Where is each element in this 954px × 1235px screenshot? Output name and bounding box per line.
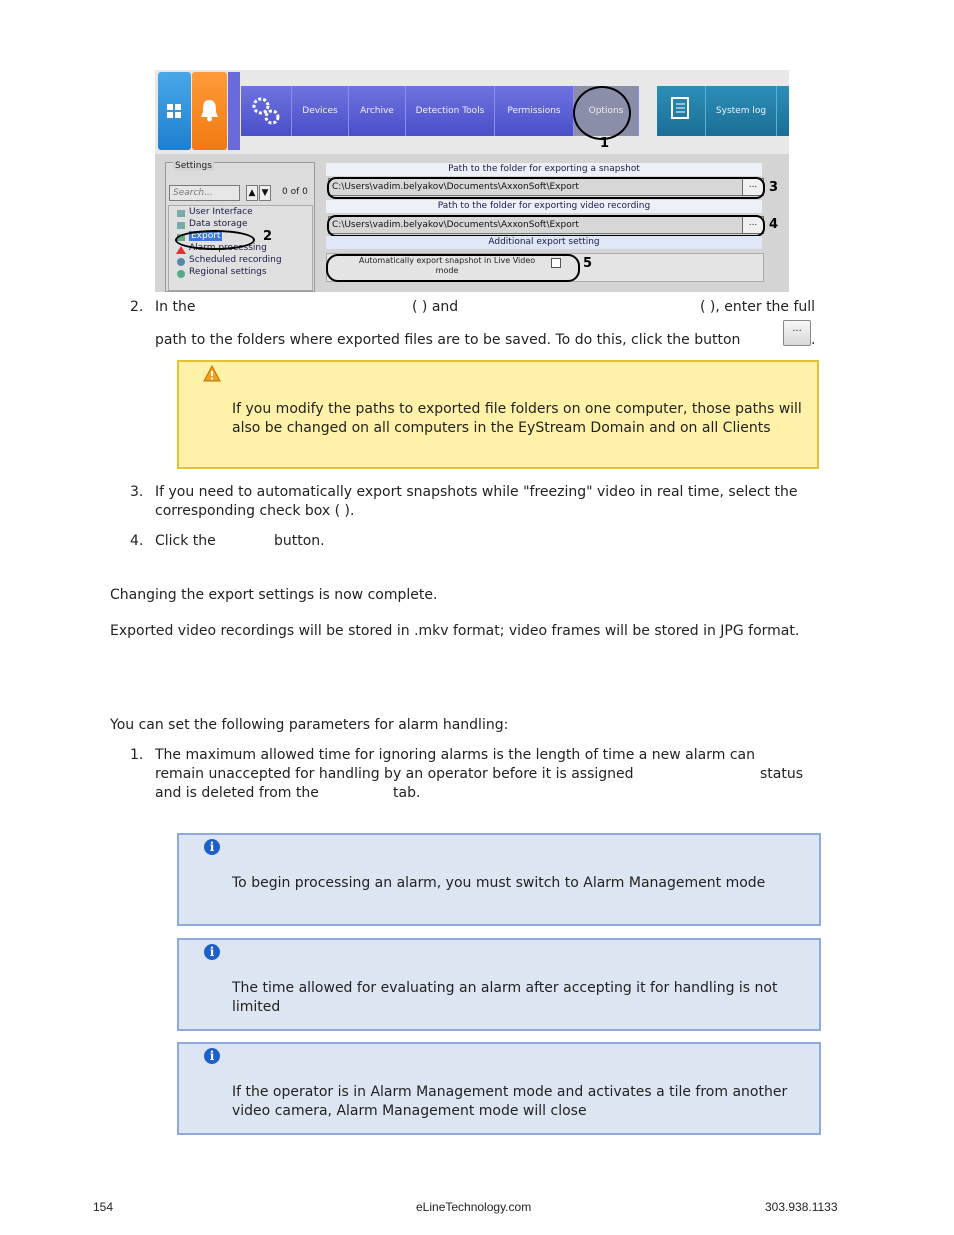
video-browse-button[interactable]: ...	[742, 216, 764, 234]
footer-page-number: 154	[93, 1200, 114, 1214]
snapshot-header: Path to the folder for exporting a snapshot	[326, 163, 762, 176]
info-text-2: The time allowed for evaluating an alarm after accepting it for handling is not limited	[232, 980, 778, 1015]
info-icon: i	[204, 944, 220, 960]
nav-archive[interactable]: Archive	[349, 86, 406, 136]
nav-detection-tools[interactable]: Detection Tools	[406, 86, 495, 136]
step2-text-e: .	[811, 332, 816, 348]
callout-5: 5	[583, 256, 593, 271]
log-icon[interactable]	[657, 86, 706, 136]
snapshot-path-input[interactable]: C:\Users\vadim.belyakov\Documents\AxxonSoft\Export	[328, 178, 743, 196]
info-icon: i	[204, 839, 220, 855]
top-panel	[155, 70, 789, 154]
warning-box	[177, 360, 819, 469]
alarm1-number: 1.	[130, 747, 144, 763]
footer-site: eLineTechnology.com	[416, 1200, 532, 1214]
step2-text-b: ( ) and	[412, 299, 459, 315]
nav-permissions[interactable]: Permissions	[495, 86, 574, 136]
step4-text-b: button.	[274, 533, 325, 549]
secondary-nav	[657, 86, 789, 136]
warning-icon	[203, 365, 221, 382]
nav-devices[interactable]: Devices	[292, 86, 349, 136]
step2-text-c: ( ), enter the full	[700, 299, 816, 315]
info-text-3: If the operator is in Alarm Management mode and activates a tile from another video camera, Alarm Management mode will close	[232, 1084, 788, 1119]
step2-number: 2.	[130, 299, 144, 315]
tree-export[interactable]: Export	[191, 231, 221, 241]
settings-screenshot	[155, 70, 789, 292]
tree-alarm-processing[interactable]: Alarm processing	[189, 243, 267, 253]
step2-text-a: In the	[155, 299, 196, 315]
para-formats: Exported video recordings will be stored in .mkv format; video frames will be stored in JPG format.	[110, 623, 800, 639]
callout-ring-5	[326, 254, 580, 282]
search-prev-button[interactable]: ▲	[246, 185, 258, 201]
para-complete: Changing the export settings is now complete.	[110, 587, 438, 603]
info-box-1	[177, 833, 821, 926]
nav-options[interactable]: Options	[574, 86, 639, 136]
step3-number: 3.	[130, 484, 144, 500]
alarm1-line3a: and is deleted from the	[155, 785, 319, 801]
step4-number: 4.	[130, 533, 144, 549]
callout-ring-4	[327, 215, 765, 237]
callout-ring-2	[175, 230, 255, 250]
tree-data-storage[interactable]: Data storage	[189, 219, 248, 229]
settings-title: Settings	[175, 161, 212, 171]
callout-4: 4	[769, 217, 779, 232]
callout-ring-3	[327, 177, 765, 199]
menu-edge	[228, 72, 240, 150]
step2-text-d: path to the folders where exported files are to be saved. To do this, click the button	[155, 332, 741, 348]
alarm1-line2b: status	[760, 766, 804, 782]
alarm-tile[interactable]	[192, 72, 227, 150]
para-alarm-intro: You can set the following parameters for alarm handling:	[110, 717, 509, 733]
info-box-2	[177, 938, 821, 1031]
step4-text-a: Click the	[155, 533, 216, 549]
callout-3: 3	[769, 180, 779, 195]
tree-user-interface[interactable]: User Interface	[189, 207, 253, 217]
search-input[interactable]: Search...	[169, 185, 240, 201]
snapshot-browse-button[interactable]: ...	[742, 178, 764, 196]
video-path-input[interactable]: C:\Users\vadim.belyakov\Documents\AxxonSoft\Export	[328, 216, 743, 234]
step3-text: If you need to automatically export snapshots while "freezing" video in real time, select the corresponding check box ( ).	[155, 484, 798, 519]
nav-system-log[interactable]: System log	[706, 86, 777, 136]
tree-regional-settings[interactable]: Regional settings	[189, 267, 267, 277]
warning-text: If you modify the paths to exported file folders on one computer, those paths will also be changed on all computers in the EyStream Domain and on all Clients	[232, 401, 802, 436]
bell-icon	[192, 72, 227, 150]
gears-icon[interactable]	[241, 86, 292, 136]
tree-scheduled-recording[interactable]: Scheduled recording	[189, 255, 282, 265]
footer-phone: 303.938.1133	[765, 1200, 838, 1214]
callout-1: 1	[600, 136, 610, 151]
video-header: Path to the folder for exporting video recording	[326, 200, 762, 213]
settings-tree	[168, 205, 313, 291]
windows-icon	[158, 72, 191, 150]
alarm1-line2a: remain unaccepted for handling by an operator before it is assigned	[155, 766, 634, 782]
callout-2: 2	[263, 229, 273, 244]
callout-ring-1	[573, 86, 631, 140]
settings-panel	[165, 162, 315, 292]
alarm1-line1: The maximum allowed time for ignoring alarms is the length of time a new alarm can	[155, 747, 755, 763]
info-text-1: To begin processing an alarm, you must switch to Alarm Management mode	[232, 875, 766, 891]
windows-tile[interactable]	[158, 72, 191, 150]
info-box-3	[177, 1042, 821, 1135]
additional-header: Additional export setting	[326, 236, 762, 249]
alarm1-line3b: tab.	[393, 785, 421, 801]
browse-button-image: ...	[783, 320, 811, 346]
search-count: 0 of 0	[282, 187, 308, 197]
auto-export-label: Automatically export snapshot in Live Video mode	[358, 256, 536, 275]
info-icon: i	[204, 1048, 220, 1064]
search-next-button[interactable]: ▼	[259, 185, 271, 201]
